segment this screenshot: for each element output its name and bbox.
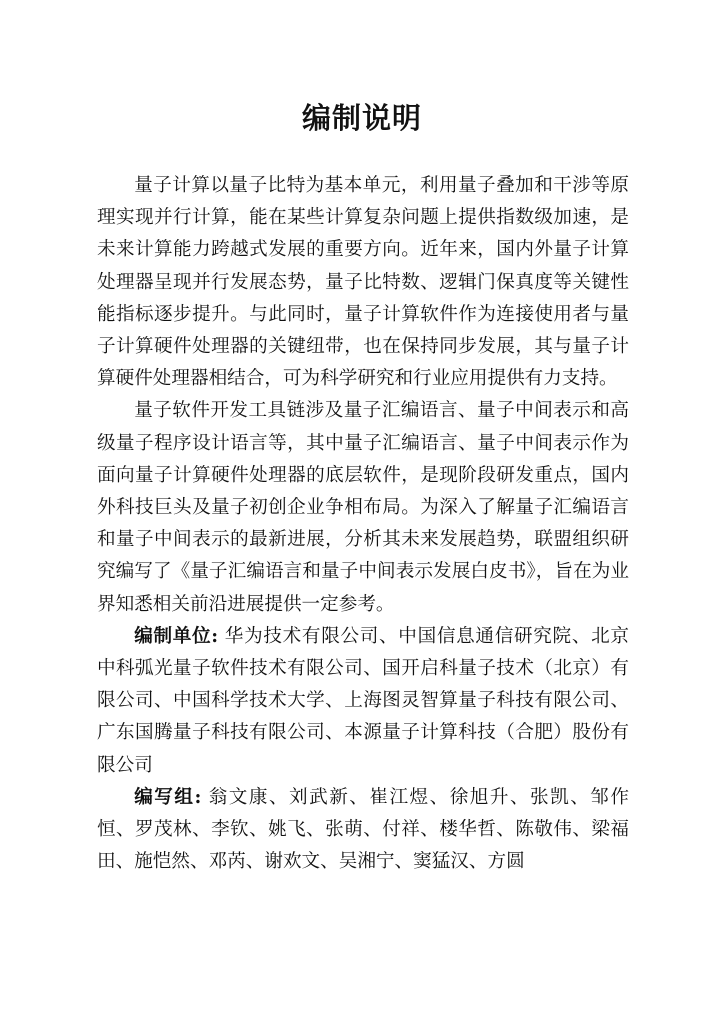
intro-paragraph-1: 量子计算以量子比特为基本单元，利用量子叠加和干涉等原理实现并行计算，能在某些计算复杂问题上提供指数级加速，是未来计算能力跨越式发展的重要方向。近年来，国内外量子计算处理器呈现并行发展态势，量子比特数、逻辑门保真度等关键性能指标逐步提升。与此同时，量子计算软件作为连接使用者与量子计算硬件处理器的关键纽带，也在保持同步发展，其与量子计算硬件处理器相结合，可为科学研究和行业应用提供有力支持。 (97, 175, 629, 390)
compiling-units-label: 编制单位: (134, 625, 219, 647)
document-body (97, 170, 629, 878)
authors-paragraph (97, 782, 629, 879)
intro-paragraph-2: 量子软件开发工具链涉及量子汇编语言、量子中间表示和高级量子程序设计语言等，其中量子汇编语言、量子中间表示作为面向量子计算硬件处理器的底层软件，是现阶段研发重点，国内外科技巨头及量子初创企业争相布局。为深入了解量子汇编语言和量子中间表示的最新进展，分析其未来发展趋势，联盟组织研究编写了《量子汇编语言和量子中间表示发展白皮书》，旨在为业界知悉相关前沿进展提供一定参考。 (97, 400, 629, 615)
authors-label: 编写组: (134, 786, 202, 808)
page-title: 编制说明 (301, 101, 422, 135)
authors-text: 翁文康、刘武新、崔江煜、徐旭升、张凯、邹作恒、罗茂林、李钦、姚飞、张萌、付祥、楼华哲、陈敬伟、梁福田、施恺然、邓芮、谢欢文、吴湘宁、窦猛汉、方圆 (97, 786, 629, 873)
compiling-units-paragraph (97, 621, 629, 782)
compiling-units-text: 华为技术有限公司、中国信息通信研究院、北京中科弧光量子软件技术有限公司、国开启科量子技术（北京）有限公司、中国科学技术大学、上海图灵智算量子科技有限公司、广东国腾量子科技有限公司、本源量子计算科技（合肥）股份有限公司 (97, 625, 629, 776)
